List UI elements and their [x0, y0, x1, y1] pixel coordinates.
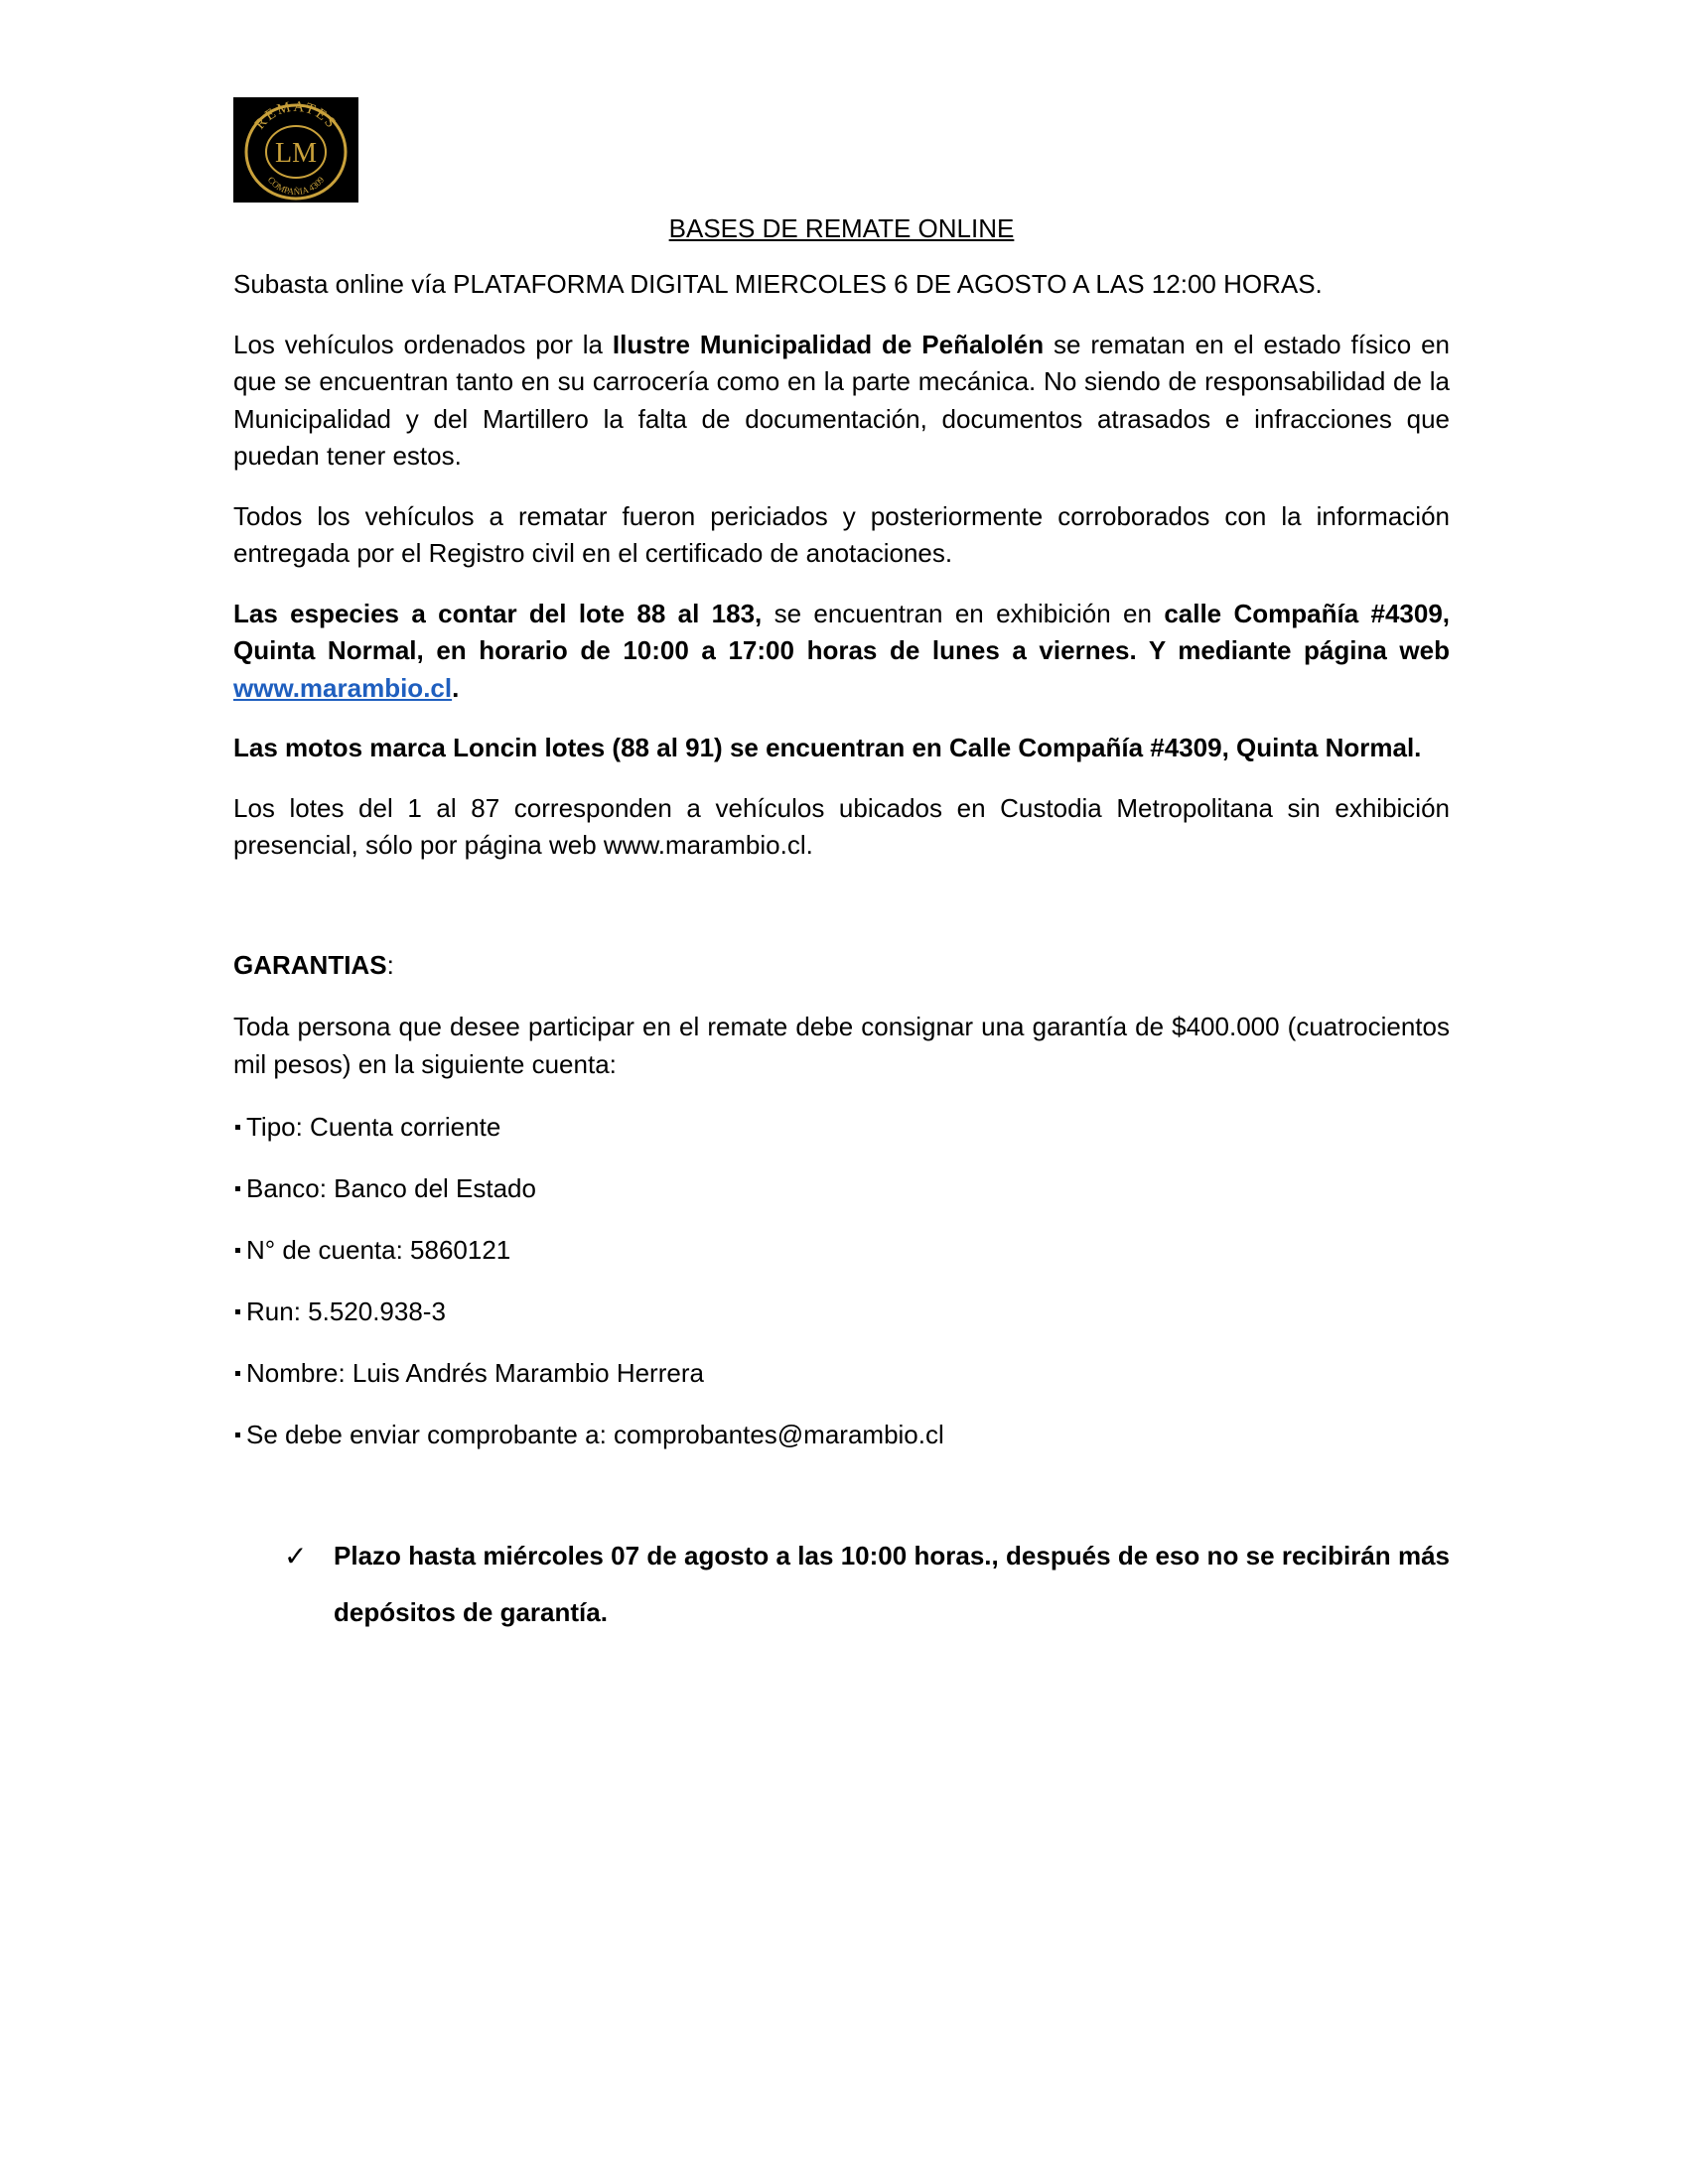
- exhibition-paragraph: Las especies a contar del lote 88 al 183, se encuentran en exhibición en calle Compañía #4309, Quinta Normal, en horario de 10:00 a 17:00 horas de lunes a viernes. Y mediante página web www.marambio.cl.: [233, 598, 1451, 703]
- list-item: N° de cuenta: 5860121: [233, 1232, 1450, 1269]
- document-page: [233, 97, 1450, 1641]
- list-item: Banco: Banco del Estado: [233, 1170, 1450, 1207]
- list-item: Nombre: Luis Andrés Marambio Herrera: [233, 1355, 1450, 1392]
- deadline-item: [284, 1528, 1450, 1641]
- website-link[interactable]: www.marambio.cl: [233, 672, 453, 703]
- intro-paragraph: Subasta online vía PLATAFORMA DIGITAL MIERCOLES 6 DE AGOSTO A LAS 12:00 HORAS.: [233, 269, 1323, 299]
- vehicles-condition-paragraph: Los vehículos ordenados por la Ilustre Municipalidad de Peñalolén se rematan en el estado físico en que se encuentran tanto en su carrocería como en la parte mecánica. No siendo de responsabilidad de la Municipalidad y del Martillero la falta de documentación, documentos atrasados e infracciones que puedan tener estos.: [233, 329, 1450, 471]
- garantias-paragraph: Toda persona que desee participar en el remate debe consignar una garantía de $400.000 (cuatrocientos mil pesos) en la siguiente cuenta:: [233, 1012, 1450, 1079]
- list-item: Tipo: Cuenta corriente: [233, 1109, 1450, 1146]
- bullet-icon: [235, 1309, 240, 1314]
- garantias-heading-line: GARANTIAS:: [233, 949, 394, 980]
- logo-top-text: REMATES: [251, 98, 341, 133]
- deadline-text: Plazo hasta miércoles 07 de agosto a las 10:00 horas., después de eso no se recibirán más depósitos de garantía.: [334, 1541, 1450, 1627]
- logo-monogram: LM: [275, 138, 317, 169]
- account-details-list: [233, 1109, 1450, 1453]
- bullet-icon: [235, 1433, 240, 1437]
- bullet-icon: [235, 1125, 240, 1130]
- registry-paragraph: Todos los vehículos a rematar fueron periciados y posteriormente corroborados con la información entregada por el Registro civil en el certificado de anotaciones.: [233, 500, 1450, 568]
- list-item: Run: 5.520.938-3: [233, 1294, 1450, 1330]
- garantias-heading: GARANTIAS: [233, 949, 387, 980]
- bullet-icon: [235, 1371, 240, 1376]
- municipality-name: Ilustre Municipalidad de Peñalolén: [612, 329, 1045, 359]
- document-title: BASES DE REMATE ONLINE: [668, 213, 1015, 243]
- lm-seal-icon: [237, 98, 354, 202]
- list-item: Se debe enviar comprobante a: comprobantes@marambio.cl: [233, 1417, 1450, 1453]
- checkmark-icon: ✓: [284, 1541, 308, 1571]
- bullet-icon: [235, 1186, 240, 1191]
- logo-bottom-text: COMPAÑIA 4309: [265, 175, 327, 198]
- bullet-icon: [235, 1248, 240, 1253]
- motorcycles-paragraph: Las motos marca Loncin lotes (88 al 91) se encuentran en Calle Compañía #4309, Quinta Normal.: [233, 733, 1422, 762]
- company-logo: [233, 97, 358, 203]
- lots-location-paragraph: Los lotes del 1 al 87 corresponden a vehículos ubicados en Custodia Metropolitana sin exhibición presencial, sólo por página web www.marambio.cl.: [233, 792, 1450, 860]
